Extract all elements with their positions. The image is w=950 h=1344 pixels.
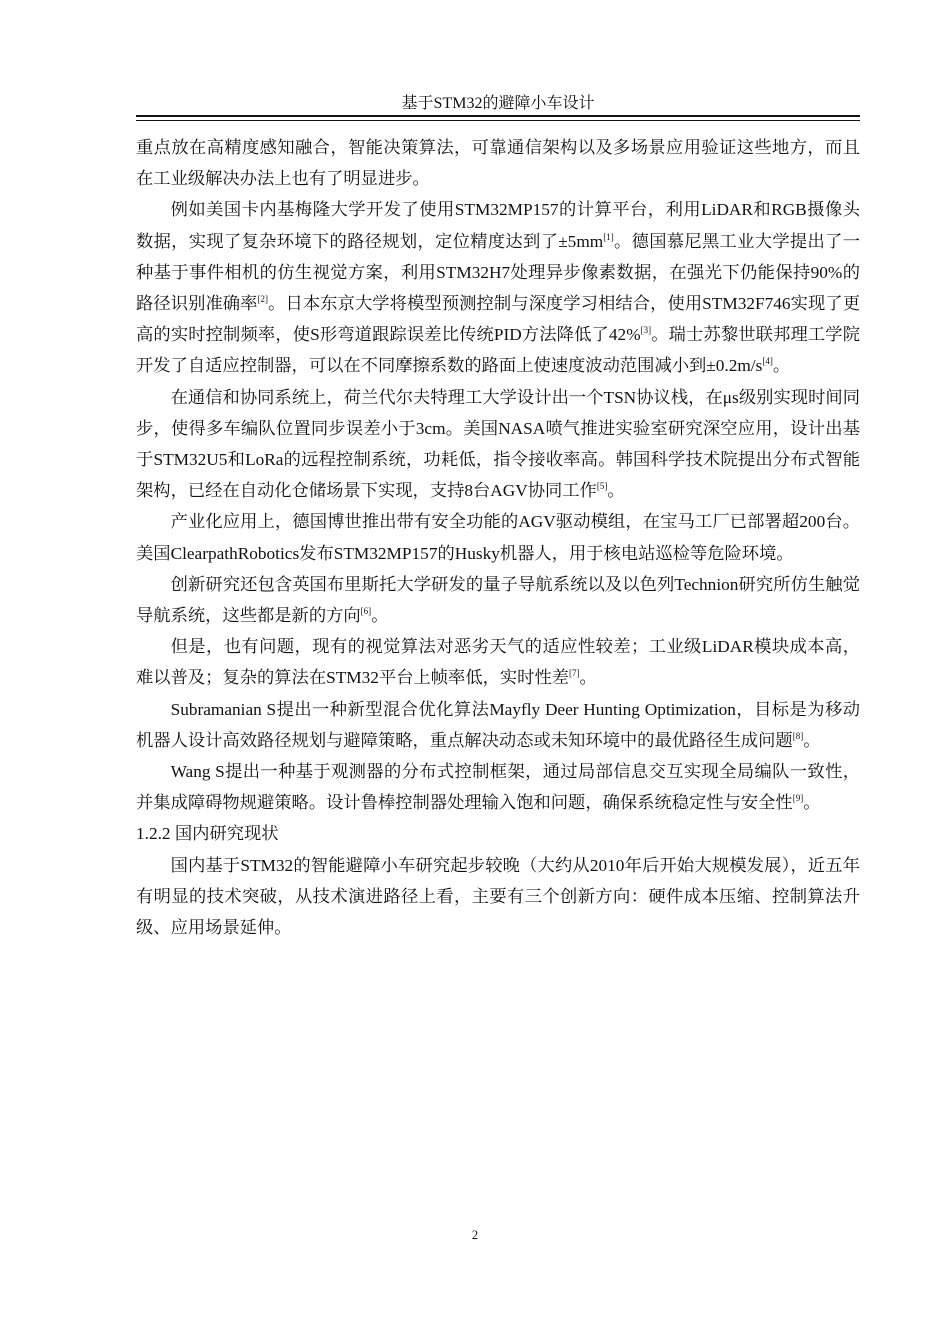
citation-ref: [6] [360,606,372,617]
paragraph-text: 。德国慕尼黑工业大学提出了一种基于事件相机的仿生视觉方案，利用STM32H7处理异步像素数据，在强光下仍能保持90%的路径识别准确率 [136,231,860,314]
citation-ref: [9] [792,793,804,804]
section-heading: 1.2.2 国内研究现状 [136,824,279,844]
paragraph [136,850,860,944]
paragraph [136,382,860,507]
paragraph [136,631,860,693]
paragraph-text: 。 [803,730,821,750]
paragraph [136,756,860,818]
paragraph-text: 。 [579,668,597,688]
paragraph-text: 产业化应用上，德国博世推出带有安全功能的AGV驱动模组，在宝马工厂已部署超200台。美国ClearpathRobotics发布STM32MP157的Husky机器人，用于核电站巡检等危险环境。 [136,512,860,563]
paragraph-text: Subramanian S提出一种新型混合优化算法Mayfly Deer Hunting Optimization，目标是为移动机器人设计高效路径规划与避障策略，重点解决动态或未知环境中的最优路径生成问题 [136,699,860,750]
paragraph-text: 。 [371,606,389,626]
paragraph [136,694,860,756]
body-text [136,132,860,943]
header-rule-thick [136,115,860,117]
paragraph [136,132,860,194]
paragraph-text: Wang S提出一种基于观测器的分布式控制框架，通过局部信息交互实现全局编队一致性，并集成障碍物规避策略。设计鲁棒控制器处理输入饱和问题，确保系统稳定性与安全性 [136,762,860,813]
paragraph-text: 在通信和协同系统上，荷兰代尔夫特理工大学设计出一个TSN协议栈，在μs级别实现时间同步，使得多车编队位置同步误差小于3cm。美国NASA喷气推进实验室研究深空应用，设计出基于STM32U5和LoRa的远程控制系统，功耗低，指令接收率高。韩国科学技术院提出分布式智能架构，已经在自动化仓储场景下实现，支持8台AGV协同工作 [136,387,860,501]
paragraph-text: 。 [607,481,625,501]
paragraph-text: 。 [803,793,821,813]
citation-ref: [1] [603,231,614,242]
citation-ref: [7] [569,668,580,679]
citation-ref: [4] [762,356,773,367]
citation-ref: [2] [257,294,269,305]
citation-ref: [5] [596,481,608,492]
paragraph [136,569,860,631]
paragraph-text: 例如美国卡内基梅隆大学开发了使用STM32MP157的计算平台，利用LiDAR和RGB摄像头数据，实现了复杂环境下的路径规划，定位精度达到了±5mm [136,200,860,251]
paragraph-text: 。瑞士苏黎世联邦理工学院开发了自适应控制器，可以在不同摩擦系数的路面上使速度波动范围减小到±0.2m/s [136,325,860,376]
header-rule-thin [136,120,860,121]
paragraph-text: 创新研究还包含英国布里斯托大学研发的量子导航系统以及以色列Technion研究所仿生触觉导航系统，这些都是新的方向 [136,574,860,626]
paragraph [136,506,860,568]
paragraph-text: 国内基于STM32的智能避障小车研究起步较晚（大约从2010年后开始大规模发展），近五年有明显的技术突破，从技术演进路径上看，主要有三个创新方向：硬件成本压缩、控制算法升级、应用场景延伸。 [136,855,860,938]
citation-ref: [3] [640,325,652,336]
paragraph-text: 。日本东京大学将模型预测控制与深度学习相结合，使用STM32F746实现了更高的实时控制频率，使S形弯道跟踪误差比传统PID方法降低了42% [136,294,860,345]
citation-ref: [8] [792,731,804,742]
paragraph [136,194,860,381]
page-number: 2 [471,1228,479,1242]
page-header-title: 基于STM32的避障小车设计 [401,95,595,112]
paragraph-text: 。 [772,356,791,376]
paragraph-text: 重点放在高精度感知融合，智能决策算法，可靠通信架构以及多场景应用验证这些地方，而且在工业级解决办法上也有了明显进步。 [136,138,860,189]
paragraph-text: 但是，也有问题，现有的视觉算法对恶劣天气的适应性较差；工业级LiDAR模块成本高，难以普及；复杂的算法在STM32平台上帧率低，实时性差 [136,637,860,688]
